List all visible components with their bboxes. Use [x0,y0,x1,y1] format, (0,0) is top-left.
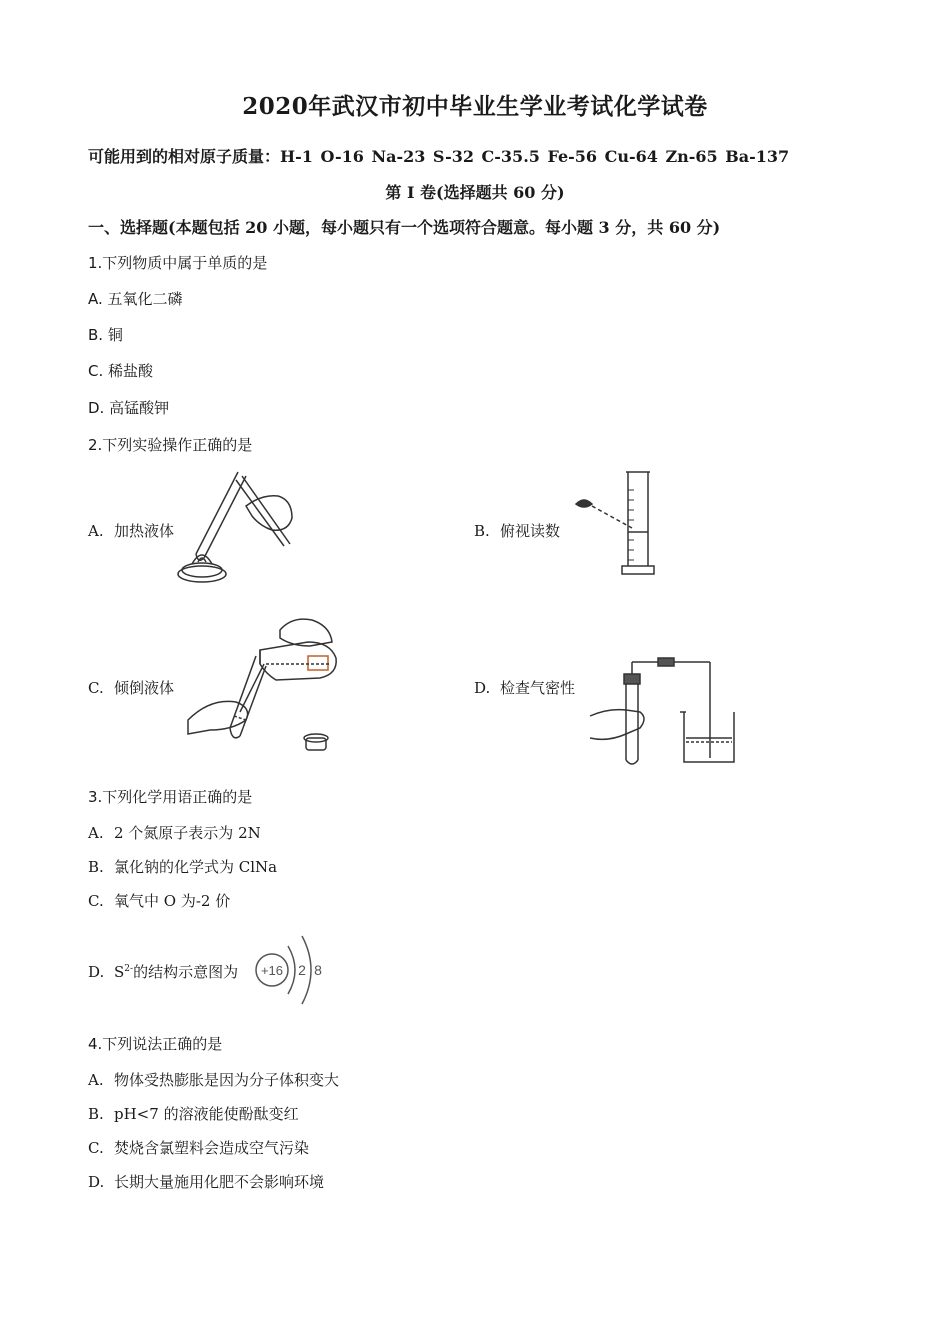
atomic-masses: 可能用到的相对原子质量：H-1 O-16 Na-23 S-32 C-35.5 Fe-56 Cu-64 Zn-65 Ba-137 [88,147,790,166]
q2-option-a [88,520,174,541]
q1-option-b: B. 铜 [88,326,123,344]
option-letter: B. [88,858,104,876]
option-letter: A. [88,824,104,842]
option-letter: B. [88,1105,104,1123]
q3-option-c [88,890,230,911]
sulfide-ion-structure-diagram [252,928,332,1012]
q3-option-a [88,822,261,843]
heating-liquid-illustration [176,466,300,586]
ion-charge: 2- [124,964,134,974]
option-letter: A. [88,1071,104,1089]
q4-option-b [88,1103,299,1124]
q4-option-d [88,1171,324,1192]
q4-option-c [88,1137,309,1158]
option-letter: C. [88,892,104,910]
option-text: 物体受热膨胀是因为分子体积变大 [114,1071,340,1089]
q4-option-a [88,1069,339,1090]
graduated-cylinder-illustration [570,470,664,578]
option-text: 检查气密性 [500,679,576,697]
q3-option-b [88,856,277,877]
q2-option-d [474,677,575,698]
option-letter: A. [88,522,104,540]
option-letter: B. [474,522,490,540]
section-heading: 第 I 卷(选择题共 60 分) [385,183,565,202]
nucleus-charge: +16 [260,963,284,978]
exam-title: 2020年武汉市初中毕业生学业考试化学试卷 [242,93,708,120]
option-text-suffix: 的结构示意图为 [133,963,239,981]
option-letter: D. [88,1173,105,1191]
option-text: 俯视读数 [500,522,561,540]
question-3-stem: 3.下列化学用语正确的是 [88,788,253,806]
shell-1-electrons: 2 [298,962,306,978]
q3-option-d [88,961,238,982]
option-text: 2 个氮原子表示为 2N [114,824,261,842]
option-letter: C. [88,679,104,697]
option-text: 氯化钠的化学式为 ClNa [114,858,278,876]
part-instructions: 一、选择题(本题包括 20 小题，每小题只有一个选项符合题意。每小题 3 分，共 60 分) [88,218,721,237]
q2-option-c [88,677,174,698]
question-4-stem: 4.下列说法正确的是 [88,1035,223,1053]
option-text: 加热液体 [114,522,175,540]
q1-option-c: C. 稀盐酸 [88,362,154,380]
question-2-stem: 2.下列实验操作正确的是 [88,436,253,454]
option-text: pH<7 的溶液能使酚酞变红 [114,1105,299,1123]
airtightness-check-illustration [586,654,762,768]
option-text: 氧气中 O 为-2 价 [114,892,231,910]
option-text: 长期大量施用化肥不会影响环境 [114,1173,325,1191]
q1-option-a: A. 五氧化二磷 [88,290,183,308]
question-1-stem: 1.下列物质中属于单质的是 [88,254,268,272]
q1-option-d: D. 高锰酸钾 [88,399,170,417]
option-letter: D. [88,963,105,981]
option-text: 倾倒液体 [114,679,175,697]
pouring-liquid-illustration [180,602,356,762]
option-text: 焚烧含氯塑料会造成空气污染 [114,1139,310,1157]
option-text-prefix: S [114,963,125,981]
q2-option-b [474,520,560,541]
option-letter: D. [474,679,491,697]
shell-2-electrons: 8 [314,962,322,978]
option-letter: C. [88,1139,104,1157]
